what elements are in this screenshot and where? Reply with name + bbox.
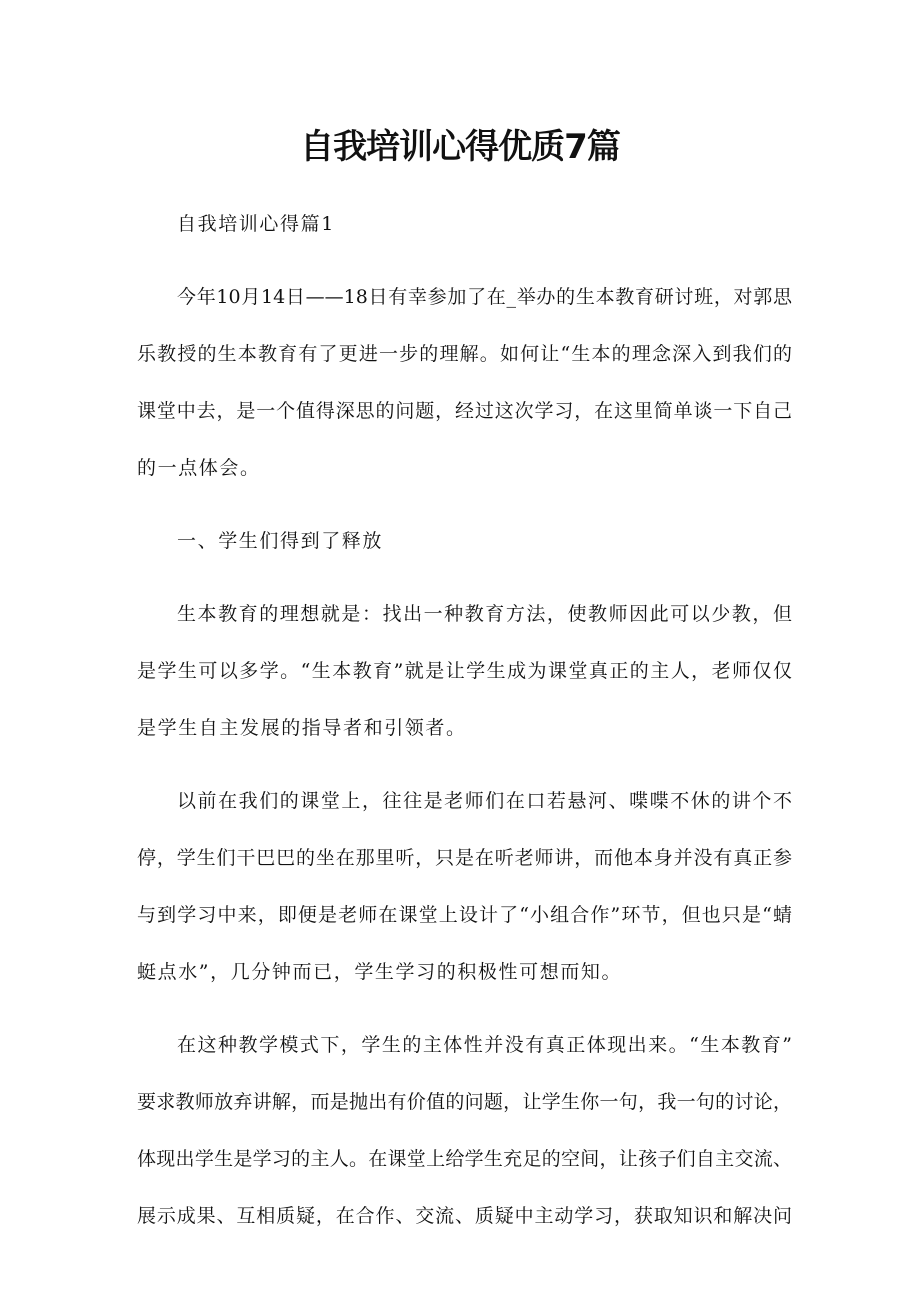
- paragraph-line: 乐教授的生本教育有了更进一步的理解。如何让“生本的理念深入到我们的: [137, 343, 792, 365]
- paragraph-line: 是学生可以多学。“生本教育”就是让学生成为课堂真正的主人，老师仅仅: [137, 660, 792, 682]
- document-title: 自我培训心得优质7篇: [300, 127, 620, 167]
- paragraph-4: [137, 773, 792, 1001]
- subheading-line: 一、学生们得到了释放: [177, 530, 384, 552]
- paragraph-line: 与到学习中来，即便是老师在课堂上设计了“小组合作”环节，但也只是“蜻: [137, 904, 792, 926]
- paragraph-line: 要求教师放弃讲解，而是抛出有价值的问题，让学生你一句，我一句的讨论，: [137, 1091, 792, 1113]
- section-heading: 自我培训心得篇1: [177, 213, 335, 235]
- paragraph-line: 课堂中去，是一个值得深思的问题，经过这次学习，在这里简单谈一下自己: [137, 400, 792, 422]
- paragraph-line: 蜓点水”，几分钟而已，学生学习的积极性可想而知。: [137, 961, 623, 983]
- paragraph-line: 展示成果、互相质疑，在合作、交流、质疑中主动学习，获取知识和解决问: [137, 1205, 792, 1227]
- paragraph-line: 在这种教学模式下，学生的主体性并没有真正体现出来。“生本教育”: [177, 1034, 792, 1056]
- paragraph-line: 体现出学生是学习的主人。在课堂上给学生充足的空间，让孩子们自主交流、: [137, 1148, 792, 1170]
- paragraph-line: 停，学生们干巴巴的坐在那里听，只是在听老师讲，而他本身并没有真正参: [137, 847, 792, 869]
- paragraph-line: 今年10月14日——18日有幸参加了在_举办的生本教育研讨班，对郭思: [177, 286, 792, 308]
- paragraph-line: 是学生自主发展的指导者和引领者。: [137, 717, 467, 739]
- paragraph-line: 的一点体会。: [137, 457, 261, 479]
- paragraph-2: [137, 513, 792, 570]
- paragraph-line: 以前在我们的课堂上，往往是老师们在口若悬河、喋喋不休的讲个不: [177, 790, 792, 812]
- document-body: [137, 196, 792, 1245]
- paragraph-5: [137, 1017, 792, 1245]
- paragraph-line: 生本教育的理想就是：找出一种教育方法，使教师因此可以少教，但: [177, 603, 792, 625]
- paragraph-1: [137, 269, 792, 497]
- paragraph-3: [137, 586, 792, 757]
